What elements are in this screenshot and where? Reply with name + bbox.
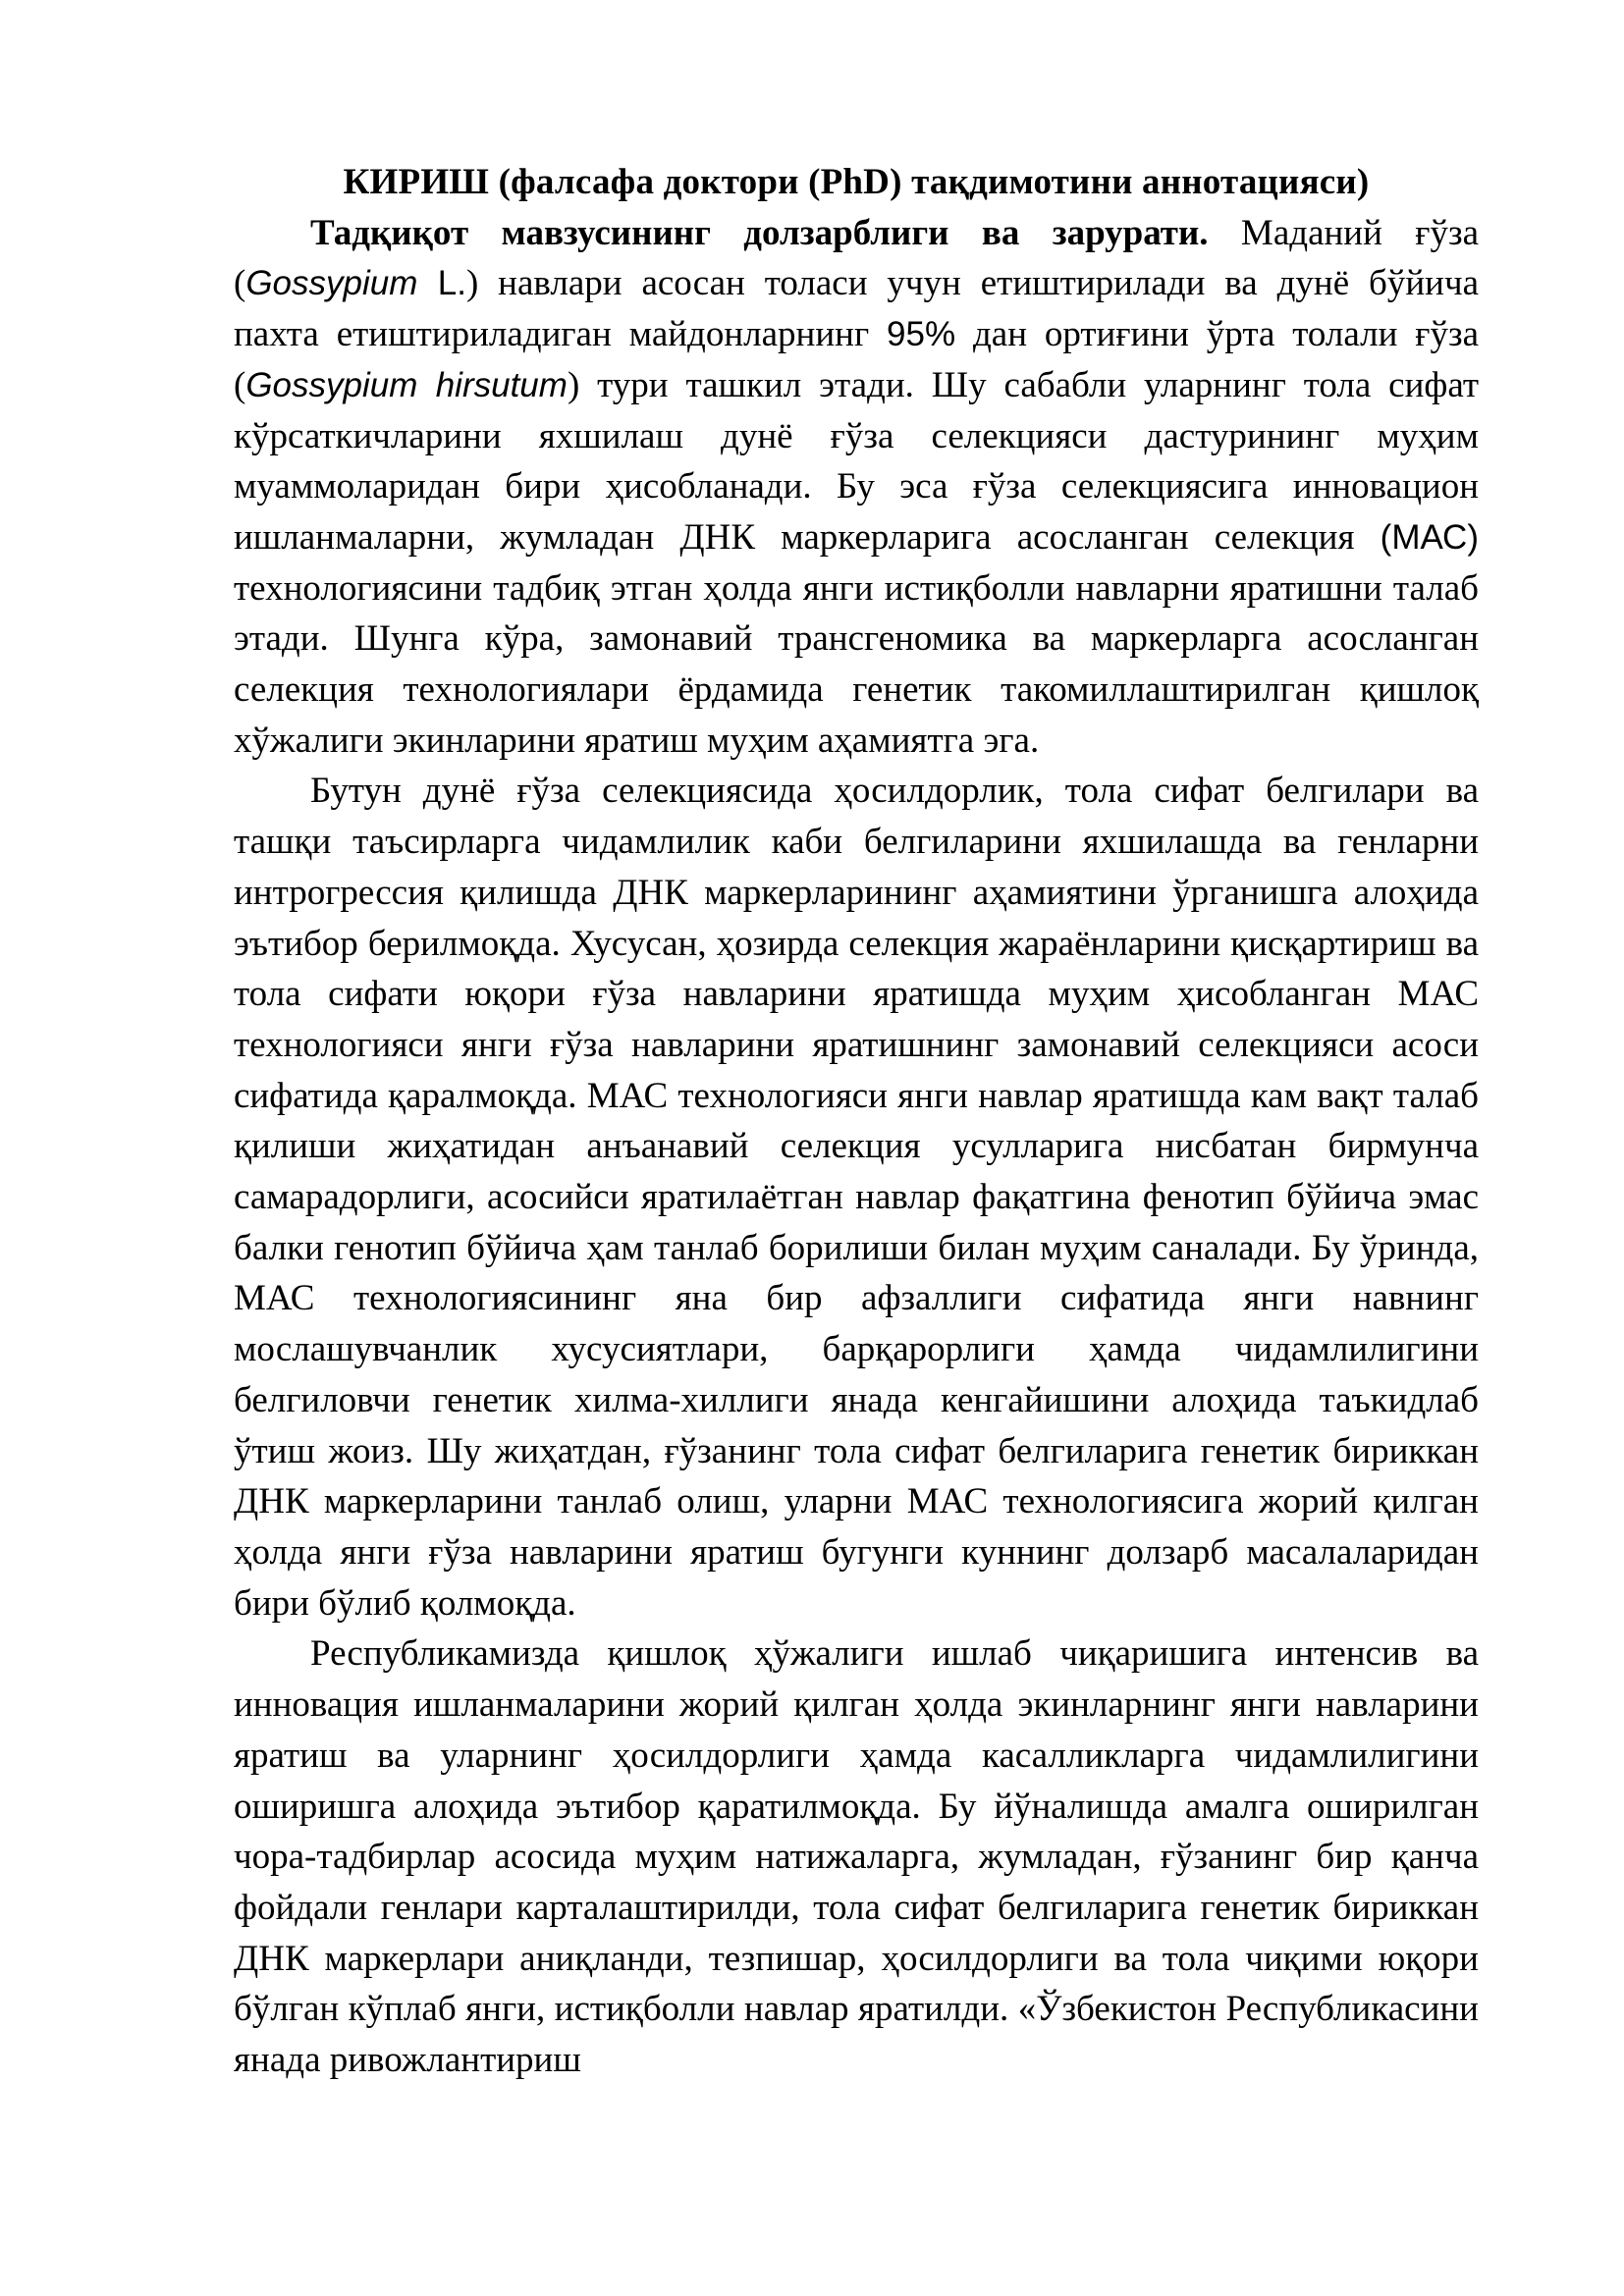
- text-run: ) тури ташкил этади. Шу сабабли уларнинг тола сифат кўрсаткичларини яхшилаш дунё ғўза селекцияси дастурининг муҳим муаммоларидан бири ҳисобланади. Бу эса ғўза селекциясига инновацион ишланмаларни, жумладан ДНК маркерларига асосланган селекция: [234, 364, 1480, 558]
- scientific-name: Gossypium hirsutum: [245, 365, 568, 404]
- paragraph-world-selection: Бутун дунё ғўза селекциясида ҳосилдорлик, тола сифат белгилари ва ташқи таъсирларга чидамлилик каби белгиларини яхшилашда ва генларни интрогрессия қилишда ДНК маркерларининг аҳамиятини ўрганишга алоҳида эътибор берилмоқда. Хусусан, ҳозирда селекция жараёнларини қисқартириш ва тола сифати юқори ғўза навларини яратишда муҳим ҳисобланган МАС технологияси янги ғўза навларини яратишнинг замонавий селекцияси асоси сифатида қаралмоқда. МАС технологияси янги навлар яратишда кам вақт талаб қилиши жиҳатидан анъанавий селекция усулларига нисбатан бирмунча самарадорлиги, асосийси яратилаётган навлар фақатгина фенотип бўйича эмас балки генотип бўйича ҳам танлаб борилиши билан муҳим саналади. Бу ўринда, МАС технологиясининг яна бир афзаллиги сифатида янги навнинг мослашувчанлик хусусиятлари, барқарорлиги ҳамда чидамлилигини белгиловчи генетик хилма-хиллиги янада кенгайишини алоҳида таъкидлаб ўтиш жоиз. Шу жиҳатдан, ғўзанинг тола сифат белгиларига генетик бириккан ДНК маркерларини танлаб олиш, уларни МАС технологиясига жорий қилган ҳолда янги ғўза навларини яратиш бугунги куннинг долзарб масалаларидан бири бўлиб қолмоқда.: [234, 771, 1479, 1624]
- scientific-name: Gossypium: [245, 264, 418, 303]
- document-page: [234, 157, 1479, 2086]
- section-title: КИРИШ (фалсафа доктори (PhD) тақдимотини аннотацияси): [343, 162, 1370, 202]
- text-run: технологиясини тадбиқ этган ҳолда янги истиқболли навларни яратишни талаб этади. Шунга кўра, замонавий трансгеномика ва маркерларга асосланган селекция технологиялари ёрдамида генетик такомиллаштирилган қишлоқ хўжалиги экинларини яратиш муҳим аҳамиятга эга.: [234, 567, 1479, 761]
- author-abbrev: L.: [417, 264, 466, 303]
- percentage: 95%: [887, 315, 956, 354]
- text-run: ) навлари асосан толаси учун етиштирилади ва дунё бўйича пахта етиштириладиган майдонларнинг: [234, 263, 1479, 355]
- paragraph-lead: Тадқиқот мавзусининг долзарблиги ва зарурати.: [310, 212, 1209, 253]
- text-run: Маданий ғўза (: [234, 212, 1479, 304]
- text-run: дан ортиғини ўрта толали ғўза (: [234, 314, 1479, 405]
- paragraph-republic: Республикамизда қишлоқ ҳўжалиги ишлаб чиқаришига интенсив ва инновация ишланмаларини жорий қилган ҳолда экинларнинг янги навларини яратиш ва уларнинг ҳосилдорлиги ҳамда касалликларга чидамлилигини оширишга алоҳида эътибор қаратилмоқда. Бу йўналишда амалга оширилган чора-тадбирлар асосида муҳим натижаларга, жумладан, ғўзанинг бир қанча фойдали генлари карталаштирилди, тола сифат белгиларига генетик бириккан ДНК маркерлари аниқланди, тезпишар, ҳосилдорлиги ва тола чиқими юқори бўлган кўплаб янги, истиқболли навлар яратилди. «Ўзбекистон Республикасини янада ривожлантириш: [234, 1633, 1479, 2081]
- abbreviation: (МАС): [1380, 517, 1479, 557]
- paragraph-relevance: [234, 208, 1479, 767]
